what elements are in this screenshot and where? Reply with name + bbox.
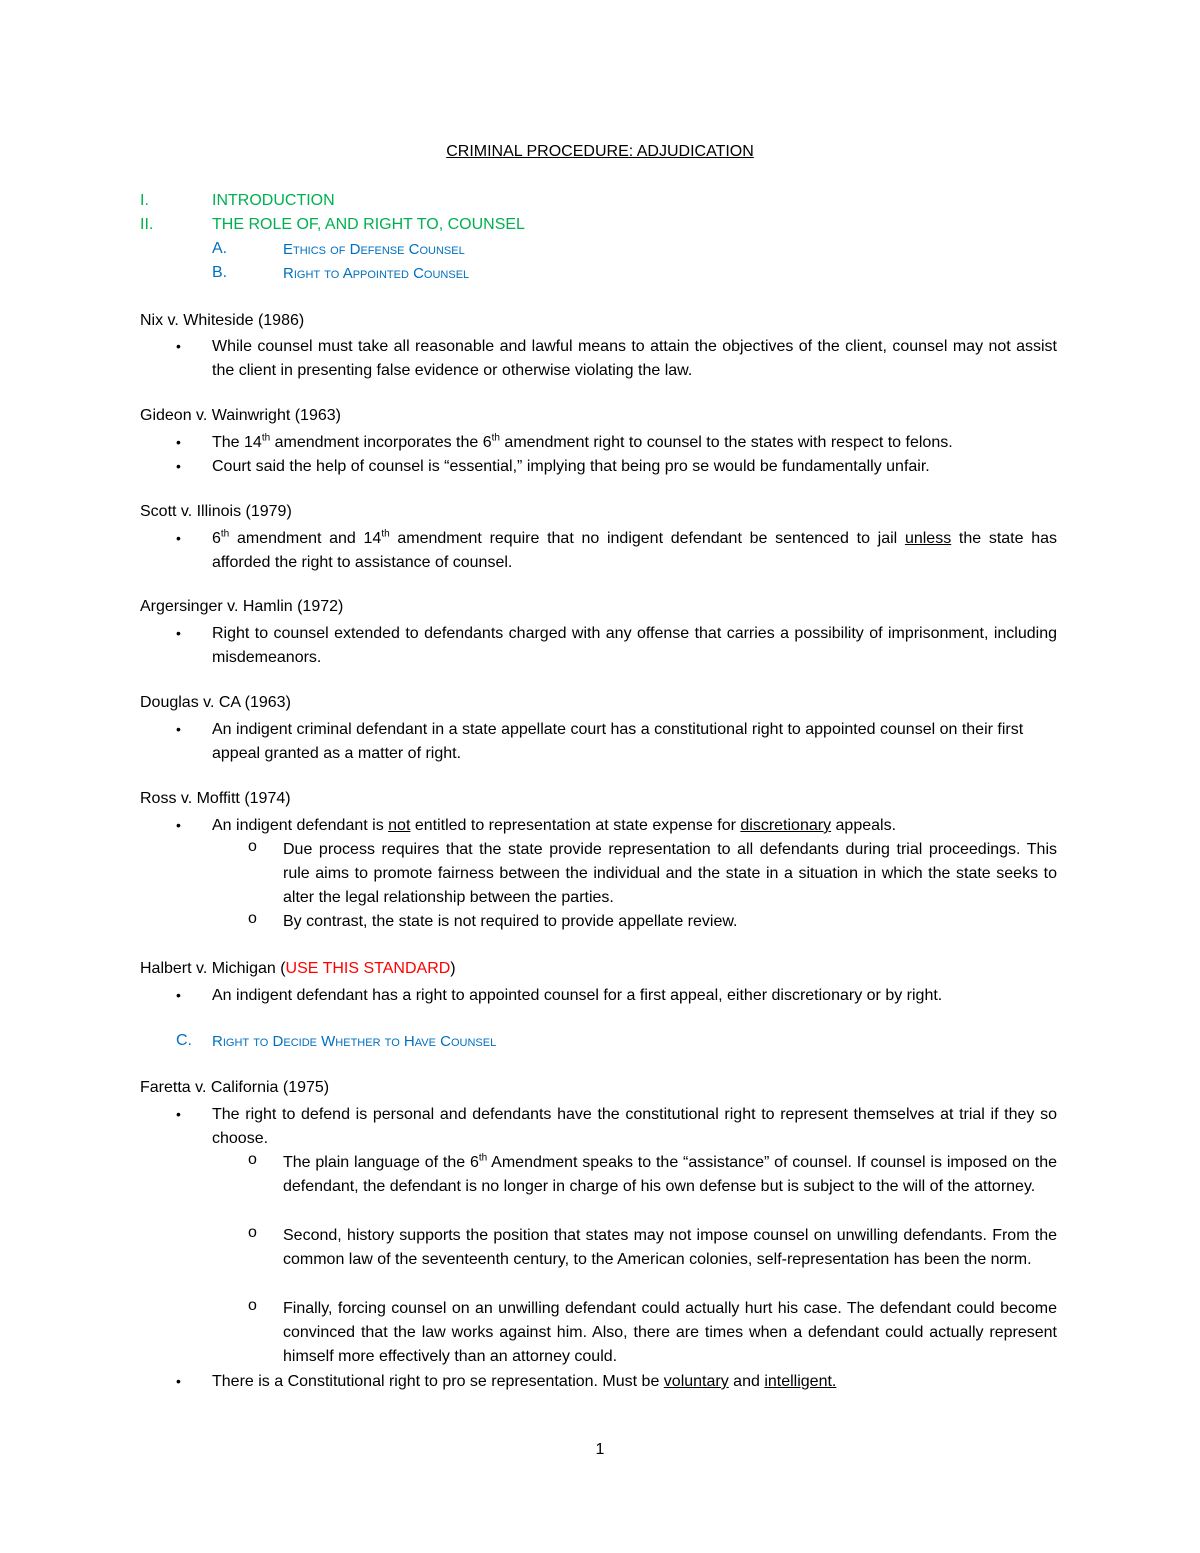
bullet-icon: • [176,625,181,641]
case-point: An indigent defendant has a right to appointed counsel for a first appeal, either discretionary or by right. [212,987,943,1004]
document-title: CRIMINAL PROCEDURE: ADJUDICATION [446,143,754,160]
page-number: 1 [595,1441,605,1458]
case-heading-halbert: Halbert v. Michigan (USE THIS STANDARD) [140,960,456,977]
outline-number: B. [212,264,228,281]
case-point: An indigent criminal defendant in a state appellate court has a constitutional right to appointed counsel on their first appeal granted as a matter of right. [212,721,1024,762]
outline-number: C. [176,1032,192,1049]
case-subpoint: Second, history supports the position that states may not impose counsel on unwilling defendants. From the common law of the seventeenth century, to the American colonies, self-representation has been the norm. [283,1227,1057,1268]
case-heading-faretta: Faretta v. California (1975) [140,1079,330,1096]
bullet-icon: • [176,530,181,546]
sub-bullet-icon: o [248,1297,257,1314]
outline-label: Right to Decide Whether to Have Counsel [212,1033,497,1050]
case-point: There is a Constitutional right to pro se representation. Must be voluntary and intelligent. [212,1373,837,1390]
bullet-icon: • [176,817,181,833]
outline-number: A. [212,240,228,257]
case-point: Right to counsel extended to defendants charged with any offense that carries a possibility of imprisonment, including misdemeanors. [212,625,1057,666]
bullet-icon: • [176,987,181,1003]
case-heading-douglas: Douglas v. CA (1963) [140,694,291,711]
bullet-icon: • [176,434,181,450]
sub-bullet-icon: o [248,1224,257,1241]
outline-label: Right to Appointed Counsel [283,265,470,282]
case-point: An indigent defendant is not entitled to representation at state expense for discretionary appeals. [212,817,897,834]
case-point: While counsel must take all reasonable and lawful means to attain the objectives of the client, counsel may not assist the client in presenting false evidence or otherwise violating the law. [212,338,1057,379]
case-point: The 14th amendment incorporates the 6th amendment right to counsel to the states with respect to felons. [212,432,953,451]
bullet-icon: • [176,1373,181,1389]
bullet-icon: • [176,458,181,474]
bullet-icon: • [176,1106,181,1122]
case-point: Court said the help of counsel is “essential,” implying that being pro se would be fundamentally unfair. [212,458,930,475]
case-point: The right to defend is personal and defendants have the constitutional right to represent themselves at trial if they so choose. [212,1106,1057,1147]
case-subpoint: The plain language of the 6th Amendment speaks to the “assistance” of counsel. If counsel is imposed on the defendant, the defendant is no longer in charge of his own defense but is subject to the will of the attorney. [283,1152,1058,1195]
case-heading-argersinger: Argersinger v. Hamlin (1972) [140,598,344,615]
case-subpoint: Due process requires that the state provide representation to all defendants during trial proceedings. This rule aims to promote fairness between the individual and the state in a situation in which the state seeks to alter the legal relationship between the parties. [283,841,1057,906]
case-point: 6th amendment and 14th amendment require that no indigent defendant be sentenced to jail unless the state has afforded the right to assistance of counsel. [212,528,1058,571]
case-subpoint: By contrast, the state is not required to provide appellate review. [283,913,738,930]
case-heading-ross: Ross v. Moffitt (1974) [140,790,291,807]
use-standard-note: USE THIS STANDARD [285,960,451,977]
bullet-icon: • [176,721,181,737]
outline-number: I. [140,192,149,209]
outline-label: THE ROLE OF, AND RIGHT TO, COUNSEL [212,216,525,233]
outline-label: INTRODUCTION [212,192,335,209]
outline-number: II. [140,216,154,233]
sub-bullet-icon: o [248,838,257,855]
case-heading-gideon: Gideon v. Wainwright (1963) [140,407,341,424]
sub-bullet-icon: o [248,1151,257,1168]
case-heading-nix: Nix v. Whiteside (1986) [140,312,305,329]
case-heading-scott: Scott v. Illinois (1979) [140,503,292,520]
case-subpoint: Finally, forcing counsel on an unwilling defendant could actually hurt his case. The defendant could become convinced that the law works against him. Also, there are times when a defendant could actually represent himself more effectively than an attorney could. [283,1300,1057,1365]
sub-bullet-icon: o [248,910,257,927]
bullet-icon: • [176,338,181,354]
outline-label: Ethics of Defense Counsel [283,241,465,258]
